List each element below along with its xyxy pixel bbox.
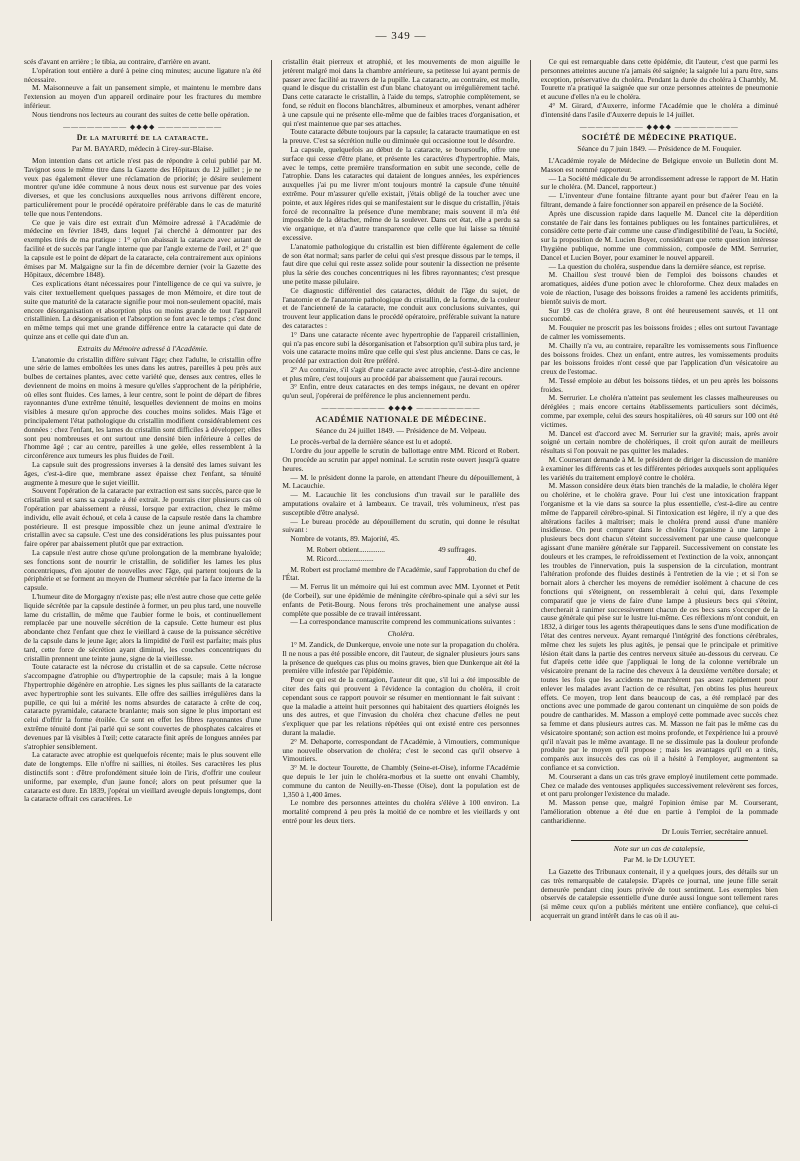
column-divider [271, 60, 272, 921]
paragraph: M. Masson pense que, malgré l'opinion émise par M. Courserant, l'amélioration obtenue a été due en partie à l'emploi de la pommade cantharidienne. [540, 798, 778, 825]
page-number: — 349 — [375, 30, 427, 42]
paragraph: M. Dancel est d'accord avec M. Serrurier sur la gravité; mais, après avoir soigné un certain nombre de cholériques, il croit qu'on aurait de meilleurs résultats si l'on pouvait ne pas quitter les malades. [540, 428, 778, 456]
paragraph: M. Chailly n'a vu, au contraire, reparaître les vomissements sous l'influence des boissons froides. Chez un enfant, entre autres, les vomissements produits par les boissons froides n'ont cessé que par l'application d'un vésicatoire au creux de l'estomac. [540, 340, 778, 377]
paragraph: Après une discussion rapide dans laquelle M. Dancel cite la déperdition constatée de l'air dans les fontaines publiques ou les fontaines particulières, et considère cette perte d'air comme une cause d'indigestibilité de l'eau, la Société, sur la proposition de M. Lucien Boyer, considérant que cette question intéresse l'hygiène publique, nomme une commission, composée de MM. Serrurier, Dancel et Lucien Boyer, pour examiner le nouvel appareil. [540, 208, 778, 262]
paragraph: M. Maisonneuve a fait un pansement simple, et maintenu le membre dans l'extension au moyen d'un appareil ordinaire pour les fractures du membre inférieur. [24, 83, 262, 110]
column-1 [24, 58, 261, 921]
paragraph: Ce diagnostic différentiel des cataractes, déduit de l'âge du sujet, de l'anatomie et de l'anatomie pathologique du cristallin, de la forme, de la couleur et de l'ancienneté de la cataracte, me conduit aux conclusions suivantes, qui trouvent leur application dans le procédé opératoire, préférable suivant la nature des cataractes : [282, 285, 520, 330]
candidate: M. Robert obtient.............. [306, 545, 385, 555]
paragraph: Toute cataracte débute toujours par la capsule; la cataracte traumatique en est la preuve. C'est sa sécrétion nulle ou diminuée qui occasionne tout le désordre. [282, 127, 520, 146]
paragraph: 3° Enfin, entre deux cataractes en des temps inégaux, ne devant en opérer qu'un seul, j'opérerai de préférence le plus anciennement perdu. [282, 382, 520, 401]
paragraph: 1° M. Zandick, de Dunkerque, envoie une note sur la propagation du choléra. Il ne nous a pas été possible encore, dit l'auteur, de signaler plusieurs jours sans la présence de quelques cas plus ou moins graves, bien que Dunkerque ait été la première ville infestée par l'épidémie. [282, 640, 520, 676]
votes: 49 suffrages. [438, 545, 477, 555]
paragraph: Le nombre des personnes atteintes du choléra s'élève à 100 environ. La mortalité comprend à peu près la moitié de ce nombre et les vieillards y ont entré pour les deux tiers. [282, 798, 520, 825]
votes: 40. [467, 553, 477, 563]
paragraph: Toute cataracte est la nécrose du cristallin et de sa capsule. Cette nécrose s'accompagne d'atrophie ou d'hypertrophie de la capsule; mais à la longue l'hypertrophie dégénère en atrophie. Les signes les plus saillants de la cataracte avec hypertrophie sont les suivants. Elle offre des saillies irrégulières dans la pupille, ce qui lui a mérité les noms absurdes de cataracte à crête de coq, cataracte pyramidale, cataracte branlante; mais son signe le plus important est celui d'offrir la forme étoilée. Ce sont en effet les fibres rayonnantes d'une extrême ténuité dont j'ai parlé qui se sont couvertes de phosphates calcaires et devenues par là visibles à l'œil; cette cataracte finit après de longues années par s'atrophier sensiblement. [24, 662, 262, 751]
ornament-divider: ———————— ◆◆◆◆ ———————— [579, 122, 739, 131]
ornament-divider: ———————— ◆◆◆◆ ———————— [63, 122, 223, 131]
paragraph: Le procès-verbal de la dernière séance est lu et adopté. [290, 437, 453, 447]
section-heading: ACADÉMIE NATIONALE DE MÉDECINE. [315, 414, 487, 424]
signature: Dr Louis Terrier, secrétaire annuel. [661, 826, 768, 836]
paragraph: Pour ce qui est de la contagion, l'auteur dit que, s'il lui a été impossible de citer des faits qui prouvent à l'évidence la contagion du choléra, il croit cependant sous ce rapport pouvoir se résumer en mentionnant le fait suivant : que la maladie a atteint huit personnes qui habitaient des quartiers éloignés les uns des autres, et que l'invasion du choléra chez chacune d'elles ne peut s'expliquer que par les relations répétées qui ont existé entre ces personnes durant la maladie. [282, 675, 520, 737]
paragraph: M. Fouquier ne proscrit pas les boissons froides ; elles ont surtout l'avantage de calmer les vomissements. [540, 323, 778, 341]
byline: Séance du 24 juillet 1849. — Présidence de M. Velpeau. [315, 425, 487, 435]
column-divider [530, 60, 531, 921]
paragraph: — La correspondance manuscrite comprend les communications suivantes : [290, 617, 516, 627]
subheading: Extraits du Mémoire adressé à l'Académie. [77, 343, 208, 353]
paragraph: L'opération tout entière a duré à peine cinq minutes; aucune ligature n'a été nécessaire. [24, 65, 262, 84]
paragraph: Ces explications étant nécessaires pour l'intelligence de ce qui va suivre, je vais citer textuellement quelques passages de mon Mémoire, et dire tout de suite que maturité de la cataracte signifie pour moi non-seulement opacité, mais encore désorganisation et absorption plus ou moins grande de tout l'appareil cristallinien. La désorganisation et l'absorption se font avec le temps ; c'est donc en même temps qui met une grande différence entre la cataracte qui date de quinze ans et celle qui date d'un an. [24, 279, 262, 341]
paragraph: M. Courserant a dans un cas très grave employé inutilement cette pommade. Chez ce malade des ventouses appliquées successivement relevèrent ses forces, et ont paru prolonger l'existence du malade. [540, 771, 778, 799]
candidate: M. Ricord.................... [306, 553, 374, 563]
ornament-divider: ———————— ◆◆◆◆ ———————— [321, 404, 481, 413]
byline: Par M. BAYARD, médecin à Cirey-sur-Blaise. [71, 144, 214, 154]
byline: Par M. le Dr LOUYET. [623, 855, 696, 865]
paragraph: 2° M. Dehaporte, correspondant de l'Académie, à Vimoutiers, communique une nouvelle observation de choléra; c'est le second cas qu'il observe à Vimoutiers. [282, 736, 520, 764]
paragraph: M. Robert est proclamé membre de l'Académie, sauf l'approbation du chef de l'État. [282, 564, 520, 583]
paragraph: M. Tessé emploie au début les boissons tièdes, et un peu après les boissons froides. [540, 375, 778, 394]
paragraph: — M. Ferrus lit un mémoire qui lui est commun avec MM. Lyonnet et Petit (de Corbeil), sur une épidémie de méningite cérébro-spinale qui a sévi sur les enfants de Petit-Bourg. Nous ferons très prochainement une analyse aussi complète que possible de ce travail intéressant. [282, 582, 520, 618]
paragraph: La capsule, quelquefois au début de la cataracte, se boursoufle, offre une surface qui cesse d'être plane, et présente les caractères d'hypertrophie. Mais, avec le temps, cette première transformation en subit une seconde, celle de l'atrophie. Dans les cataractes qui dataient de longues années, les expériences auxquelles j'ai pu me livrer m'ont toujours montré la capsule d'une ténuité extrême. Pour m'assurer qu'elle existait, j'étais obligé de la toucher avec une pointe, et aux légères rides qui se manifestaient sur le disque du cristallin, j'étais forcé de reconnaître la présence d'une membrane; mais souvent il m'a été impossible de la détacher, même de la soulever. Dans cet état, elle a perdu sa vie organique, et n'a d'autre transparence que celle que lui laisse sa ténuité excessive. [282, 144, 520, 242]
paragraph: 4° M. Girard, d'Auxerre, informe l'Académie que le choléra a diminué d'intensité dans l'asile d'Auxerre depuis le 14 juillet. [540, 100, 778, 119]
paragraph: La cataracte avec atrophie est quelquefois récente; mais le plus souvent elle date de longtemps. Elle n'offre ni saillies, ni étoiles. Ses caractères les plus distinctifs sont : d'être profondément située loin de l'iris, d'offrir une couleur uniforme, par exemple, d'un jaune foncé; alors on peut présumer que la cataracte est dure. En 1839, j'opérai un vieillard aveugle depuis longtemps, dont la cataracte offrait ces caractères. Le [24, 750, 262, 804]
paragraph: La Gazette des Tribunaux contenait, il y a quelques jours, des détails sur un cas très remarquable de catalepsie. D'après ce journal, une jeune fille serait demeurée pendant cinq jours privée de tout sentiment. Les exemples bien observés de catalepsie essentielle d'une durée aussi longue sont tellement rares (si même ceux qu'on a publiés méritent une entière confiance), que celui-ci acquerrait un grand intérêt dans le cas où il au- [540, 866, 778, 920]
paragraph: M. Chaillou s'est trouvé bien de l'emploi des boissons chaudes et aromatiques, aidées d'une potion avec le chloroforme. Chez deux malades en voie de réaction, l'usage des boissons froides a ramené les accidents primitifs, bientôt suivis de mort. [540, 270, 778, 306]
paragraph: Sur 19 cas de choléra grave, 8 ont été heureusement sauvés, et 11 ont succombé. [540, 305, 778, 324]
paragraph: — M. le président donne la parole, en attendant l'heure du dépouillement, à M. Lacauchie. [282, 472, 520, 491]
paragraph: 1° Dans une cataracte récente avec hypertrophie de l'appareil cristallinien, qui n'a pas encore subi la désorganisation et l'absorption qu'il subira plus tard, je vois une cataracte moins mûre que celle qui s'est plus ancienne. Dans ce cas, le procédé par extraction doit être préféré. [282, 329, 520, 366]
paragraph: La capsule n'est autre chose qu'une prolongation de la membrane hyaloïde; ses fonctions sont de nourrir le cristallin, de solidifier les lames les plus concentriques, d'en ajouter de nouvelles avec l'âge, qui partent toujours de la périphérie et se forment au moyen de l'humeur sécrétée par la face interne de la capsule. [24, 548, 262, 593]
paragraph: L'humeur dite de Morgagny n'existe pas; elle n'est autre chose que cette gelée liquide sécrétée par la capsule destinée à former, un peu plus tard, une nouvelle lame du cristallin, de même que l'aubier forme le bois, et continuellement remplacée par une nouvelle sécrétion de la capsule. Cette humeur est plus abondante chez l'enfant que chez le vieillard à cause de la puissance sécrétive de la capsule dans le jeune âge; alors la limpidité de l'œil est parfaite; mais plus tard, cette force de sécrétion ayant diminué, les couches concentriques du cristallin prennent une teinte jaune, signe de la vieillesse. [24, 592, 262, 663]
section-rule [571, 840, 748, 841]
paragraph: Nous tiendrons nos lecteurs au courant des suites de cette belle opération. [32, 109, 250, 119]
paragraph: cristallin était pierreux et atrophié, et les mouvements de mon aiguille le jetèrent malgré moi dans la chambre antérieure, sa petitesse lui ayant permis de passer avec facilité au travers de la pupille. La cataracte, au contraire, est molle, quand le disque du cristallin est d'un blanc chatoyant ou irrégulièrement taché. Dans cette cataracte le cristallin, à l'aide du temps, s'atrophie complètement, se fond, se réduit en flocons blanchâtres, albumineux et amorphes, venant adhérer à une capsule qui ne présente elle-même que de faibles traces d'organisation, et qui n'est maintenue que par ses attaches. [282, 58, 520, 128]
paragraph: M. Masson considère deux états bien tranchés de la maladie, le choléra léger ou cholérine, et le choléra grave. Pour lui c'est une intoxication frappant l'organisme et la vie dans sa source la plus essentielle, c'est-à-dire au centre même de l'appareil cérébro-spinal. Si l'intoxication est légère, il n'y a que des altérations faciles à maîtriser; mais le choléra prend aussi d'une manière insidieuse. On peut comparer dans le choléra l'organisme à une lampe à plusieurs becs dont chacun s'éteint successivement par une cause quelconque agissant d'une manière générale sur l'appareil. Successivement on constate les douleurs et les crampes, le refroidissement et l'extinction de la voix, annonçant les troubles de l'innervation, puis la suspension de la circulation, montrant l'altération profonde des fluides destinés à l'entretien de la vie ; et si l'on se bornait alors à chercher les moyens de remédier isolément à chacune de ces fonctions qui s'éteignent, on ressemblerait à celui qui, dans l'exemple comparatif que je viens de faire d'une lampe à plusieurs becs qui s'éteint, chercherait à ranimer successivement chacun de ces becs sans s'occuper de la cause générale qui pèse sur le lustre lui-même. Ces réflexions m'ont conduit, en 1832, à diriger tous les agents thérapeutiques dans le sens d'une modification de l'état des centres nerveux. Ayant remarqué l'intégrité des fonctions cérébrales, même chez les sujets les plus agités, je pensai que le principale et primitive lésion était dans la partie des centres nerveux située au-dessous du cerveau. Ce fut d'après cette idée que j'appliquai le long de la colonne vertébrale un vésicatoire prenant de la racine des cheveux à la deuxième vertèbre dorsale; et toutes les fois que les accidents ne marchèrent pas assez rapidement pour enlever les malades avant l'action de ce résultat, j'en obtins les plus heureux effets. Ce moyen, trop lent dans beaucoup de cas, a été remplacé par des onctions avec une pommade de garou contenant un cinquième de son poids de poudre de cantharides. M. Masson a employé cette pommade avec succès chez sa femme et dans plusieurs autres cas. M. Masson ne fait pas le même cas du vésicatoire spontané; son action est moins profonde, et l'expérience lui a prouvé qu'il n'avait pas le même avantage. Il ne se dissimule pas la douleur profonde produite par le moyen qu'il propose ; mais les avantages qu'il en a tirés, comparés aux insuccès des cas où il a hésité à l'employer, augmentent sa confiance et sa conviction. [540, 481, 778, 772]
paragraph: 3° M. le docteur Tourette, de Chambly (Seine-et-Oise), informe l'Académie que depuis le 1er juin le choléra-morbus et la suette ont envahi Chambly, commune du canton de Neuilly-en-Thesse (Oise), dont la population est de 1,350 à 1,400 âmes. [282, 763, 520, 799]
section-heading: De la maturité de la cataracte. [76, 133, 209, 143]
paragraph: Nombre de votants, 89. Majorité, 45. [290, 534, 400, 544]
paragraph: Ce qui est remarquable dans cette épidémie, dit l'auteur, c'est que parmi les personnes atteintes aucune n'a jamais été saignée; la saignée lui a paru être, sans exception, préservative du choléra. Pendant la durée du choléra à Chambly, M. Tourette n'a pratiqué la saignée que sur onze personnes atteintes de pneumonie et aucune d'elles n'a eu le choléra. [540, 58, 778, 102]
paragraph: — L'inventeur d'une fontaine filtrante ayant pour but d'aérer l'eau en la filtrant, demande à faire fonctionner son appareil en présence de la Société. [540, 191, 778, 209]
paragraph: Ce que je vais dire est extrait d'un Mémoire adressé à l'Académie de médecine en février 1849, dans lequel j'ai cherché à démontrer par des exemples tirés de ma pratique : 1° qu'on abaissait la cataracte avec autant de facilité et de succès par l'angle interne que par l'angle externe de l'œil, et 2° que la capsule est le point de départ de la cataracte, cela contrairement aux opinions émises par M. Malgaigne sur la fin de décembre dernier (voir la Gazette des Hôpitaux, décembre 1848). [24, 217, 262, 280]
column-2 [282, 58, 519, 921]
vote-row [306, 555, 476, 564]
byline: Séance du 7 juin 1849. — Présidence de M. Fouquier. [577, 144, 742, 154]
subheading: Choléra. [387, 629, 415, 639]
paragraph: — M. Lacauchie lit les conclusions d'un travail sur le parallèle des amputations ovalaire et à lambeaux. Ce travail, très volumineux, n'est pas susceptible d'être analysé. [282, 490, 520, 517]
paragraph: La capsule suit des progressions inverses à la densité des lames suivant les âges, c'est-à-dire que, membrane assez épaisse chez l'enfant, sa ténuité augmente à mesure que le sujet vieillit. [24, 460, 262, 487]
paragraph: — Le bureau procède au dépouillement du scrutin, qui donne le résultat suivant : [282, 516, 520, 535]
paragraph: L'ordre du jour appelle le scrutin de ballottage entre MM. Ricord et Robert. On procède au scrutin par appel nominal. Le scrutin reste ouvert jusqu'à quatre heures. [282, 446, 520, 473]
paragraph: L'anatomie pathologique du cristallin est bien différente également de celle de son état normal; sans parler de celui qui s'est presque dissous par le temps, il faut dire que celui qui reste assez solide pour soutenir la dissection ne présente plus la série des couches concentriques ni les fibres rayonnantes; c'est presque une petite masse pilulaire. [282, 241, 520, 286]
paragraph: L'anatomie du cristallin diffère suivant l'âge; chez l'adulte, le cristallin offre une série de lames emboîtées les unes dans les autres, pareilles à peu près aux bulbes de certaines plantes, avec cette variété que, denses aux centres, elles le deviennent de moins en moins à mesure qu'elles s'approchent de la périphérie, où elles sont fluides. Ces lames, à leur centre, sont le point de départ de fibres rayonnantes d'une extrême ténuité, lesquelles deviennent de moins en moins visibles à mesure qu'on approche des couches moins solides. Mais l'âge et principalement l'état pathologique du cristallin modifient considérablement ces données : chez l'enfant, les lames du cristallin sont difficiles à développer; elles sont peu nombreuses et ont surtout une densité bien inférieure à celles de l'homme âgé ; car au centre, pareilles à une gelée, elles ressemblent à la circonférence aux tumeurs les plus fluides de l'œil. [24, 354, 262, 461]
section-heading: SOCIÉTÉ DE MÉDECINE PRATIQUE. [581, 133, 737, 143]
paragraph: — La question du choléra, suspendue dans la dernière séance, est reprise. [548, 261, 766, 271]
paragraph: scés d'avant en arrière ; le tibia, au contraire, d'arrière en avant. [24, 58, 211, 66]
paragraph: L'Académie royale de Médecine de Belgique envoie un Bulletin dont M. Masson est nommé rapporteur. [540, 155, 778, 174]
paragraph: Mon intention dans cet article n'est pas de répondre à celui publié par M. Tavignot sous le même titre dans la Gazette des Hôpitaux du 12 juillet ; je ne veux pas également élever une réclamation de priorité; je désire seulement montrer qu'une idée commune à nous deux nous est survenue par des voies diverses, et que les conclusions auxquelles nous arrivons diffèrent encore, particulièrement pour le procédé opératoire préférable dans le cas de maturité telle que nous l'entendons. [24, 155, 262, 218]
paragraph: 2° Au contraire, s'il s'agit d'une cataracte avec atrophie, c'est-à-dire ancienne et plus mûre, c'est toujours au procédé par abaissement que j'aurai recours. [282, 364, 520, 383]
column-3 [541, 58, 778, 921]
vote-results [306, 546, 519, 564]
paragraph: M. Courserant demande à M. le président de diriger la discussion de manière à examiner les différents cas et les différentes périodes auxquels sont appliquées les variétés du traitement employé contre le choléra. [540, 455, 778, 482]
paragraph: — La Société médicale du 9e arrondissement adresse le rapport de M. Hatin sur le choléra. (M. Dancel, rapporteur.) [540, 173, 778, 192]
paragraph: M. Serrurier. Le choléra n'atteint pas seulement les classes malheureuses ou déréglées ; mais encore certains établissements particuliers sont décimés, comme, par exemple, celui des sœurs hospitalières, où 40 sœurs sur 100 ont été victimes. [540, 393, 778, 429]
paragraph: Souvent l'opération de la cataracte par extraction est sans succès, parce que le cristallin seul et sans sa capsule a été extrait. Je pourrais citer plusieurs cas où l'opération par abaissement a réussi, lorsque par extraction, chez le même individu, elle avait échoué, et cela à cause de la capsule restée dans la chambre postérieure. Il est presque impossible chez un jeune animal d'extraire le cristallin avec sa capsule. C'est une des considérations les plus puissantes pour faire opérer par abaissement plutôt que par extraction. [24, 486, 262, 549]
subheading: Note sur un cas de catalepsie, [613, 844, 705, 854]
columns [24, 58, 778, 921]
